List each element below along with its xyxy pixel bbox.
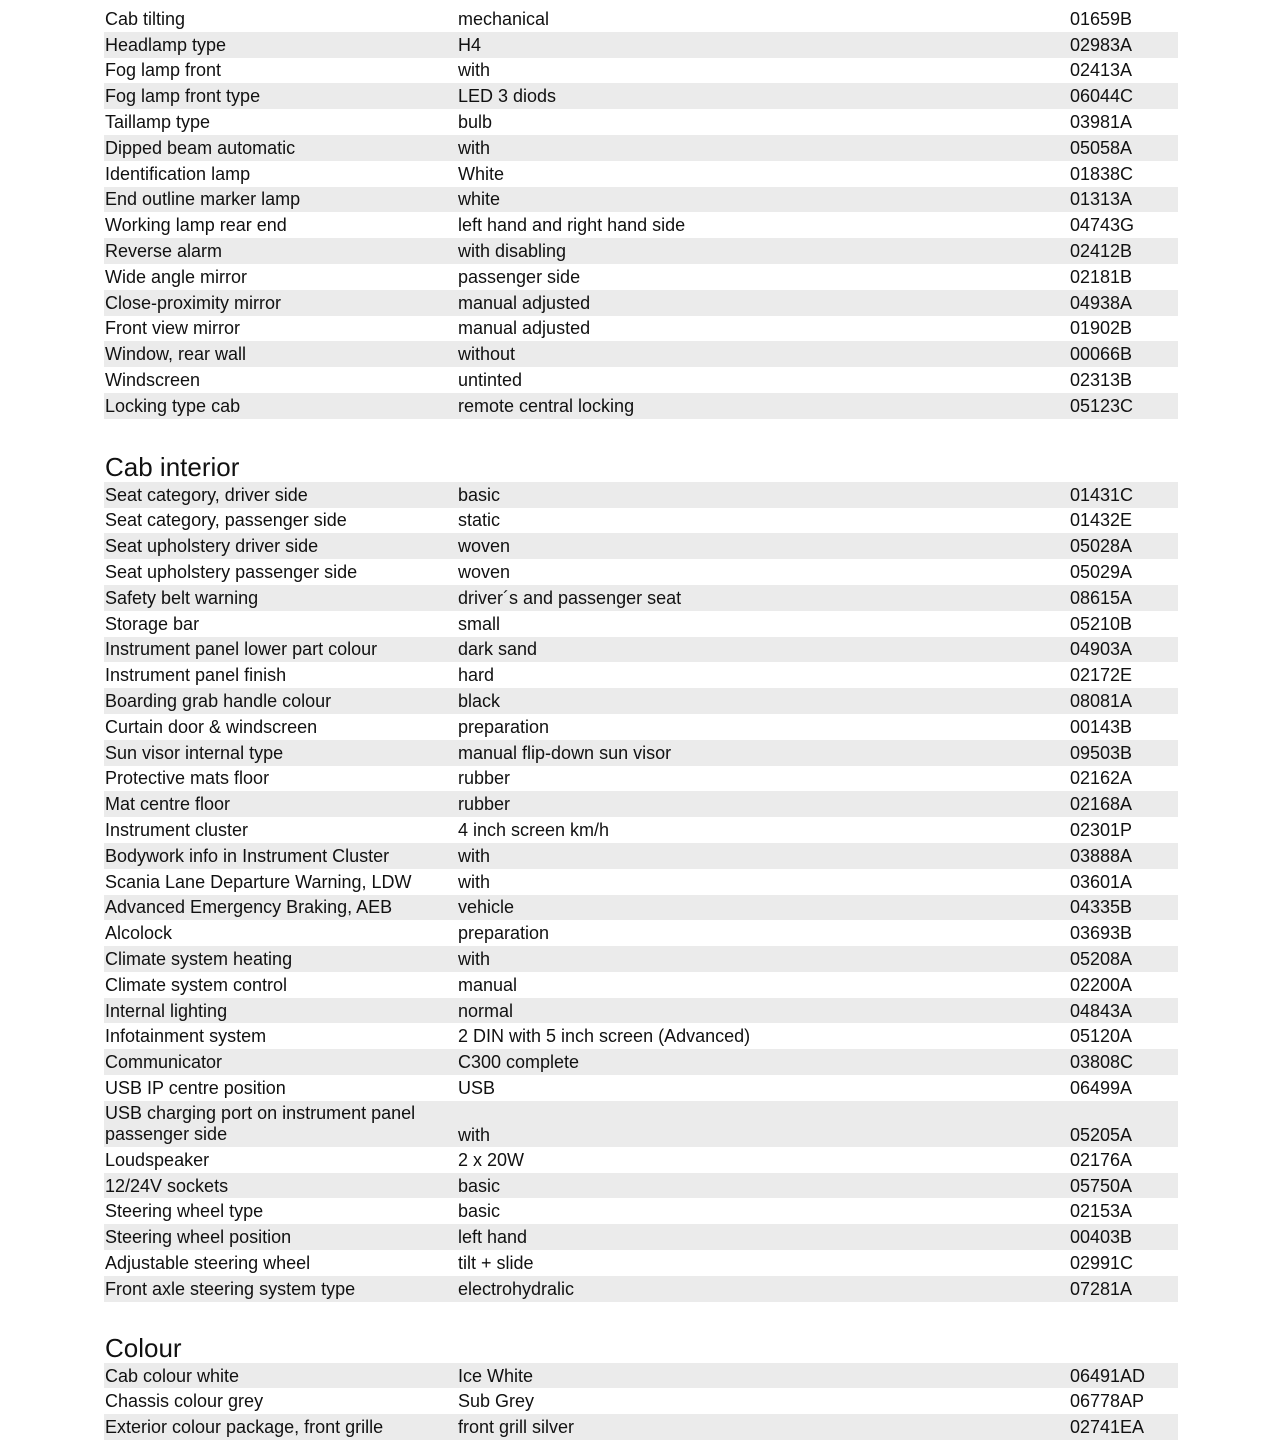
feature-name: Front view mirror (105, 318, 241, 339)
table-row (104, 585, 1178, 611)
table-row (104, 1023, 1178, 1049)
feature-value: White (458, 163, 505, 184)
feature-name: Steering wheel type (105, 1201, 264, 1222)
feature-code: 05750A (1070, 1175, 1133, 1196)
feature-code: 02153A (1070, 1201, 1133, 1222)
table-row (104, 393, 1178, 419)
feature-name: Wide angle mirror (105, 266, 248, 287)
feature-value: rubber (458, 768, 511, 789)
feature-code: 02983A (1070, 34, 1133, 55)
feature-code: 02991C (1070, 1252, 1134, 1273)
feature-code: 01659B (1070, 8, 1133, 29)
feature-name: 12/24V sockets (105, 1175, 229, 1196)
feature-code: 03808C (1070, 1052, 1134, 1073)
feature-code: 03601A (1070, 871, 1133, 892)
table-row (104, 1414, 1178, 1440)
feature-code: 05210B (1070, 613, 1133, 634)
feature-value: remote central locking (458, 395, 635, 416)
feature-value: normal (458, 1000, 514, 1021)
feature-value: 2 x 20W (458, 1149, 525, 1170)
feature-name: Window, rear wall (105, 344, 247, 365)
feature-value: basic (458, 484, 501, 505)
feature-value: rubber (458, 794, 511, 815)
feature-value: electrohydralic (458, 1278, 575, 1299)
section-title: Cab interior (105, 451, 240, 482)
table-row (104, 1101, 1178, 1147)
feature-value: with (458, 60, 491, 81)
feature-code: 02162A (1070, 768, 1133, 789)
feature-value: with disabling (458, 241, 567, 262)
feature-name: USB charging port on instrument panel passenger side (105, 1102, 416, 1144)
feature-name: Steering wheel position (105, 1227, 292, 1248)
feature-value: woven (458, 562, 511, 583)
feature-name: Boarding grab handle colour (105, 691, 332, 712)
feature-name: Fog lamp front type (105, 86, 261, 107)
feature-value: C300 complete (458, 1052, 580, 1073)
feature-name: Internal lighting (105, 1000, 228, 1021)
table-row (104, 611, 1178, 637)
spec-document (104, 6, 1178, 1440)
feature-code: 00066B (1070, 344, 1133, 365)
table-row (104, 264, 1178, 290)
feature-value: Ice White (458, 1365, 534, 1386)
feature-name: Protective mats floor (105, 768, 270, 789)
feature-name: Storage bar (105, 613, 200, 634)
feature-value: passenger side (458, 266, 581, 287)
feature-name: Reverse alarm (105, 241, 223, 262)
feature-code: 02301P (1070, 820, 1133, 840)
table-row (104, 1276, 1178, 1302)
feature-value: left hand (458, 1227, 528, 1248)
feature-code: 06044C (1070, 86, 1134, 107)
feature-code: 04843A (1070, 1000, 1133, 1021)
spec-table (104, 1363, 1178, 1440)
feature-code: 02413A (1070, 60, 1133, 81)
table-row (104, 187, 1178, 213)
feature-value: tilt + slide (458, 1252, 534, 1273)
feature-name: Seat upholstery driver side (105, 536, 319, 557)
table-row (104, 32, 1178, 58)
feature-value: with (458, 1124, 491, 1145)
feature-code: 03888A (1070, 845, 1133, 866)
table-row (104, 238, 1178, 264)
feature-code: 02168A (1070, 794, 1133, 815)
table-row (104, 998, 1178, 1024)
feature-code: 01313A (1070, 189, 1133, 210)
spec-section (104, 6, 1178, 419)
feature-code: 02200A (1070, 974, 1133, 995)
feature-code: 00143B (1070, 716, 1133, 737)
feature-value: USB (458, 1077, 496, 1098)
feature-value: hard (458, 665, 495, 686)
table-row (104, 482, 1178, 508)
feature-code: 04335B (1070, 897, 1133, 918)
table-row (104, 972, 1178, 998)
table-row (104, 1250, 1178, 1276)
feature-name: Taillamp type (105, 112, 211, 133)
table-row (104, 109, 1178, 135)
feature-name: USB IP centre position (105, 1077, 286, 1098)
feature-value: manual flip-down sun visor (458, 742, 672, 763)
feature-name: Mat centre floor (105, 794, 231, 815)
feature-code: 08081A (1070, 691, 1133, 712)
feature-code: 02313B (1070, 370, 1133, 391)
feature-name: Windscreen (105, 370, 201, 391)
table-row (104, 817, 1178, 843)
feature-value: 2 DIN with 5 inch screen (Advanced) (458, 1026, 751, 1047)
feature-name: Advanced Emergency Braking, AEB (105, 897, 393, 918)
table-row (104, 212, 1178, 238)
feature-value: H4 (458, 34, 482, 55)
feature-name: Scania Lane Departure Warning, LDW (105, 871, 412, 892)
feature-value: white (458, 189, 501, 210)
feature-code: 02181B (1070, 266, 1133, 287)
feature-name: Infotainment system (105, 1026, 267, 1047)
table-row (104, 58, 1178, 84)
feature-code: 05208A (1070, 948, 1133, 969)
table-row (104, 791, 1178, 817)
feature-code: 08615A (1070, 587, 1133, 608)
feature-name: Climate system heating (105, 948, 293, 969)
feature-code: 05029A (1070, 562, 1133, 583)
table-row (104, 637, 1178, 663)
feature-name: End outline marker lamp (105, 189, 301, 210)
feature-value: driver´s and passenger seat (458, 587, 682, 608)
feature-name: Instrument cluster (105, 820, 249, 840)
feature-value: with (458, 137, 491, 158)
feature-name: Working lamp rear end (105, 215, 287, 236)
table-row (104, 533, 1178, 559)
feature-code: 01431C (1070, 484, 1134, 505)
feature-name: Chassis colour grey (105, 1391, 264, 1412)
feature-value: preparation (458, 716, 550, 737)
feature-name: Instrument panel lower part colour (105, 639, 378, 660)
feature-code: 00403B (1070, 1227, 1133, 1248)
feature-value: preparation (458, 923, 550, 944)
feature-code: 01838C (1070, 163, 1134, 184)
table-row (104, 559, 1178, 585)
feature-name: Climate system control (105, 974, 288, 995)
table-row (104, 1224, 1178, 1250)
feature-value: black (458, 691, 501, 712)
feature-code: 06491AD (1070, 1365, 1146, 1386)
feature-value: woven (458, 536, 511, 557)
section-title: Colour (105, 1332, 182, 1363)
table-row (104, 135, 1178, 161)
spec-table (104, 6, 1178, 419)
feature-code: 04903A (1070, 639, 1133, 660)
feature-value: Sub Grey (458, 1391, 535, 1412)
feature-name: Dipped beam automatic (105, 137, 296, 158)
feature-value: mechanical (458, 8, 550, 29)
feature-name: Loudspeaker (105, 1149, 210, 1170)
feature-value: untinted (458, 370, 523, 391)
feature-value: dark sand (458, 639, 538, 660)
table-row (104, 161, 1178, 187)
spec-table (104, 482, 1178, 1302)
feature-name: Seat category, driver side (105, 484, 308, 505)
table-row (104, 290, 1178, 316)
feature-name: Curtain door & windscreen (105, 716, 318, 737)
feature-code: 05058A (1070, 137, 1133, 158)
feature-name: Bodywork info in Instrument Cluster (105, 845, 390, 866)
table-row (104, 1147, 1178, 1173)
feature-name: Cab tilting (105, 8, 186, 29)
feature-name: Front axle steering system type (105, 1278, 356, 1299)
feature-code: 01432E (1070, 510, 1133, 531)
feature-name: Cab colour white (105, 1365, 240, 1386)
feature-value: without (458, 344, 516, 365)
feature-name: Seat upholstery passenger side (105, 562, 358, 583)
feature-value: LED 3 diods (458, 86, 557, 107)
table-row (104, 1388, 1178, 1414)
table-row (104, 920, 1178, 946)
feature-value: manual (458, 974, 518, 995)
feature-name: Identification lamp (105, 163, 251, 184)
feature-name: Close-proximity mirror (105, 292, 282, 313)
feature-value: basic (458, 1175, 501, 1196)
feature-name: Alcolock (105, 923, 173, 944)
spec-section (104, 452, 1178, 1302)
feature-value: small (458, 613, 501, 634)
table-row (104, 714, 1178, 740)
feature-name: Instrument panel finish (105, 665, 287, 686)
table-row (104, 1049, 1178, 1075)
feature-code: 06778AP (1070, 1391, 1145, 1412)
feature-value: vehicle (458, 897, 515, 918)
feature-name: Safety belt warning (105, 587, 259, 608)
feature-code: 02412B (1070, 241, 1133, 262)
feature-value: 4 inch screen km/h (458, 820, 610, 840)
feature-name: Sun visor internal type (105, 742, 284, 763)
feature-code: 02172E (1070, 665, 1133, 686)
table-row (104, 766, 1178, 792)
feature-value: with (458, 948, 491, 969)
feature-value: basic (458, 1201, 501, 1222)
feature-value: bulb (458, 112, 493, 133)
table-row (104, 843, 1178, 869)
table-row (104, 316, 1178, 342)
table-row (104, 662, 1178, 688)
feature-code: 05028A (1070, 536, 1133, 557)
feature-code: 06499A (1070, 1077, 1133, 1098)
table-row (104, 869, 1178, 895)
feature-code: 05205A (1070, 1124, 1133, 1145)
table-row (104, 895, 1178, 921)
feature-code: 03693B (1070, 923, 1133, 944)
table-row (104, 1198, 1178, 1224)
table-row (104, 341, 1178, 367)
feature-value: manual adjusted (458, 318, 591, 339)
feature-name: Headlamp type (105, 34, 227, 55)
feature-name: Seat category, passenger side (105, 510, 347, 531)
table-row (104, 367, 1178, 393)
feature-value: manual adjusted (458, 292, 591, 313)
table-row (104, 6, 1178, 32)
feature-value: with (458, 845, 491, 866)
table-row (104, 83, 1178, 109)
feature-code: 02176A (1070, 1149, 1133, 1170)
feature-code: 09503B (1070, 742, 1133, 763)
table-row (104, 1075, 1178, 1101)
feature-name: Locking type cab (105, 395, 241, 416)
feature-code: 02741EA (1070, 1417, 1145, 1438)
feature-value: front grill silver (458, 1417, 575, 1438)
table-row (104, 1173, 1178, 1199)
feature-code: 05120A (1070, 1026, 1133, 1047)
feature-name: Adjustable steering wheel (105, 1252, 311, 1273)
table-row (104, 508, 1178, 534)
feature-code: 04743G (1070, 215, 1135, 236)
feature-value: static (458, 510, 501, 531)
feature-code: 04938A (1070, 292, 1133, 313)
spec-section (104, 1333, 1178, 1440)
feature-code: 05123C (1070, 395, 1134, 416)
feature-value: left hand and right hand side (458, 215, 686, 236)
table-row (104, 740, 1178, 766)
feature-code: 07281A (1070, 1278, 1133, 1299)
feature-code: 01902B (1070, 318, 1133, 339)
feature-value: with (458, 871, 491, 892)
feature-name: Fog lamp front (105, 60, 222, 81)
table-row (104, 1363, 1178, 1389)
feature-name: Communicator (105, 1052, 223, 1073)
table-row (104, 688, 1178, 714)
feature-code: 03981A (1070, 112, 1133, 133)
table-row (104, 946, 1178, 972)
feature-name: Exterior colour package, front grille (105, 1417, 384, 1438)
